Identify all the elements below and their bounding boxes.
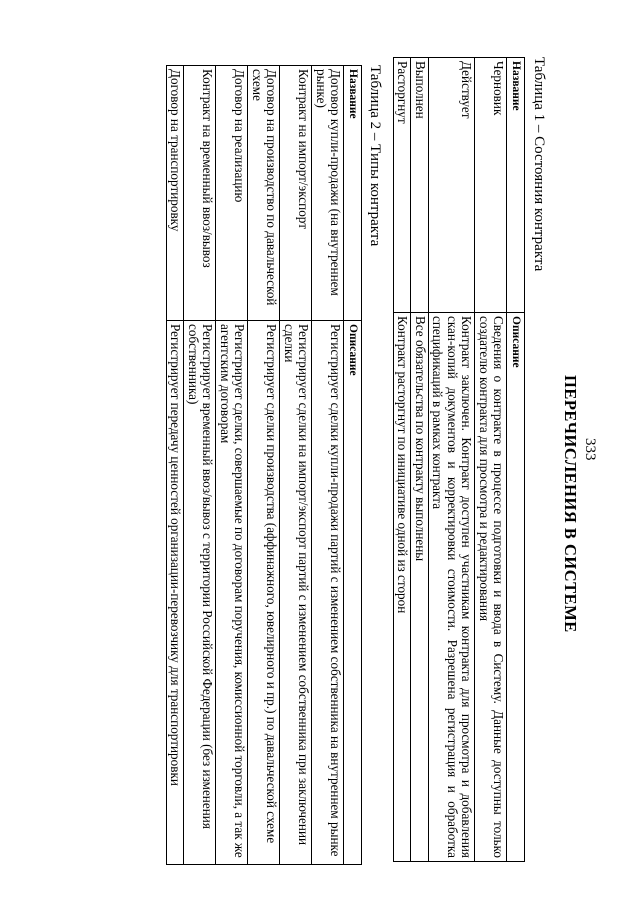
state-description: Контракт расторгнут по инициативе одной из сторон xyxy=(394,313,412,862)
contract-states-table xyxy=(393,57,525,862)
contract-types-table xyxy=(166,65,362,865)
state-name: Выполнен xyxy=(411,58,429,313)
header-name: Название xyxy=(507,58,525,313)
state-description: Контракт заключен. Контракт доступен участникам контракта для просмотра и добавления скан-копий документов и корректировки стоимости. Разрешена регистрация и обработка спецификаций в рамках контракта xyxy=(429,313,476,862)
state-name: Черновик xyxy=(475,58,507,313)
type-description: Регистрирует передачу ценностей организации-перевозчику для транспортировки xyxy=(167,321,185,865)
type-name: Договор на транспортировку xyxy=(167,66,185,321)
table-row xyxy=(312,66,344,865)
table-row xyxy=(394,58,412,862)
state-description: Сведения о контракте в процессе подготовки и ввода в Систему. Данные доступны только создателю контракта для просмотра и редактирования xyxy=(475,313,507,862)
table-row xyxy=(475,58,507,862)
type-name: Контракт на временный ввоз/вывоз xyxy=(184,66,216,321)
table-row xyxy=(167,66,185,865)
table-row xyxy=(184,66,216,865)
table-row xyxy=(216,66,248,865)
table-row xyxy=(411,58,429,862)
type-name: Контракт на импорт/экспорт xyxy=(280,66,312,321)
table-row xyxy=(280,66,312,865)
table-header-row xyxy=(507,58,525,862)
header-name: Название xyxy=(344,66,362,321)
table1-caption: Таблица 1 – Состояния контракта xyxy=(531,57,547,272)
state-name: Действует xyxy=(429,58,476,313)
state-name: Расторгнут xyxy=(394,58,412,313)
table-row xyxy=(248,66,280,865)
table2-caption: Таблица 2 – Типы контракта xyxy=(367,65,383,247)
header-description: Описание xyxy=(507,313,525,862)
page-number: 333 xyxy=(582,438,598,461)
type-name: Договор на реализацию xyxy=(216,66,248,321)
type-description: Регистрирует временный ввоз/вывоз с территории Российской Федерации (без изменения собственника) xyxy=(184,321,216,865)
header-description: Описание xyxy=(344,321,362,865)
type-description: Регистрирует сделки производства (аффинажного, ювелирного и пр.) по давальческой схеме xyxy=(248,321,280,865)
table-row xyxy=(429,58,476,862)
type-description: Регистрирует сделки, совершаемые по договорам поручения, комиссионной торговли, а так же агентским договорам xyxy=(216,321,248,865)
table-header-row xyxy=(344,66,362,865)
type-description: Регистрирует сделки на импорт/экспорт партий с изменением собственника при заключении сделки xyxy=(280,321,312,865)
page-title: ПЕРЕЧИСЛЕНИЯ В СИСТЕМЕ xyxy=(561,375,580,633)
state-description: Все обязательства по контракту выполнены xyxy=(411,313,429,862)
type-name: Договор на производство по давальческой схеме xyxy=(248,66,280,321)
type-description: Регистрирует сделки купли-продажи партий с изменением собственника на внутреннем рынке xyxy=(312,321,344,865)
type-name: Договор купли-продажи (на внутреннем рынке) xyxy=(312,66,344,321)
